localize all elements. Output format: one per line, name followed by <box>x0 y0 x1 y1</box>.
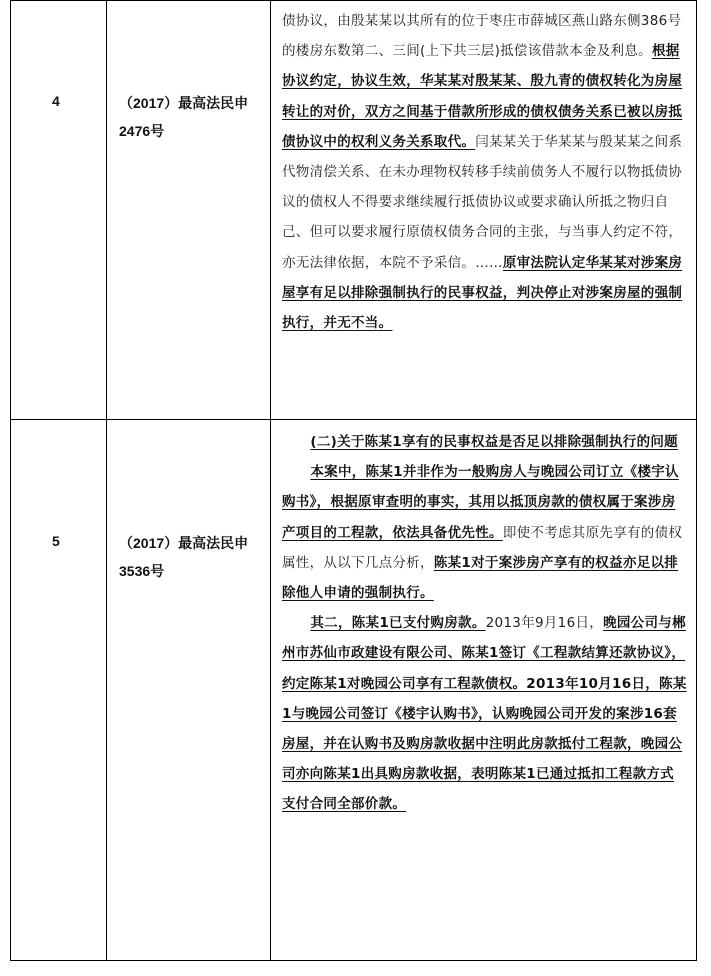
row-divider <box>11 419 696 420</box>
excerpt-emphasis: 陈某1对于案涉房产享有的权益亦足以排除他人申请的强制执行。 <box>282 554 679 602</box>
row-number: 5 <box>52 533 60 549</box>
row-number: 4 <box>52 93 60 109</box>
excerpt-emphasis: 本案中，陈某1并非作为一般购房人与晚园公司订立《楼宇认购书》，根据原审查明的事实，其用以抵顶房款的债权属于案涉房产项目的工程款，依法具备优先性。 <box>282 464 679 541</box>
case-number-line: （2017）最高法民申 <box>119 535 249 551</box>
excerpt-paragraph <box>282 457 687 608</box>
case-number-line: （2017）最高法民申 <box>119 95 249 111</box>
column-divider <box>106 1 107 960</box>
case-number <box>119 89 279 145</box>
row-5-excerpt <box>282 427 687 820</box>
excerpt-text: 闫某某关于华某某与殷某某之间系代物清偿关系、在未办理物权转移手续前债务人不履行以物抵债协议的债权人不得要求继续履行抵债协议或要求确认所抵之物归自己、但可以要求履行原债权债务合同的主张，与当事人约定不符，亦无法律依据，本院不予采信。…… <box>282 133 683 271</box>
excerpt-emphasis: 其二，陈某1已支付购房款。 <box>310 615 486 632</box>
case-number-line: 3536号 <box>119 563 165 579</box>
excerpt-emphasis: 原审法院认定华某某对涉案房屋享有足以排除强制执行的民事权益，判决停止对涉案房屋的强制执行，并无不当。 <box>282 254 683 332</box>
case-number <box>119 529 279 585</box>
excerpt-text: 2013年9月16日， <box>485 615 604 632</box>
excerpt-paragraph <box>282 427 687 457</box>
excerpt-text: 债协议，由殷某某以其所有的位于枣庄市薛城区燕山路东侧386号的楼房东数第二、三间(上下共三层)抵偿该借款本金及利息。 <box>282 13 682 60</box>
excerpt-emphasis: 根据协议约定，协议生效，华某某对殷某某、殷九青的债权转化为房屋转让的对价，双方之间基于借款所形成的债权债务关系已被以房抵债协议中的权利义务关系取代。 <box>282 43 683 150</box>
case-number-line: 2476号 <box>119 123 165 139</box>
excerpt-text: 即使不考虑其原先享有的债权属性，从以下几点分析， <box>282 524 683 571</box>
excerpt-heading: (二)关于陈某1享有的民事权益是否足以排除强制执行的问题 <box>310 434 678 450</box>
case-table <box>10 0 697 961</box>
excerpt-paragraph <box>282 608 687 819</box>
excerpt-emphasis: 晚园公司与郴州市苏仙市政建设有限公司、陈某1签订《工程款结算还款协议》，约定陈某1对晚园公司享有工程款债权。2013年10月16日，陈某1与晚园公司签订《楼宇认购书》，认购晚园公司开发的案涉16套房屋，并在认购书及购房款收据中注明此房款抵付工程款，晚园公司亦向陈某1出具购房款收据，表明陈某1已通过抵扣工程款方式支付合同全部价款。 <box>282 615 687 813</box>
row-4-excerpt <box>282 6 687 338</box>
